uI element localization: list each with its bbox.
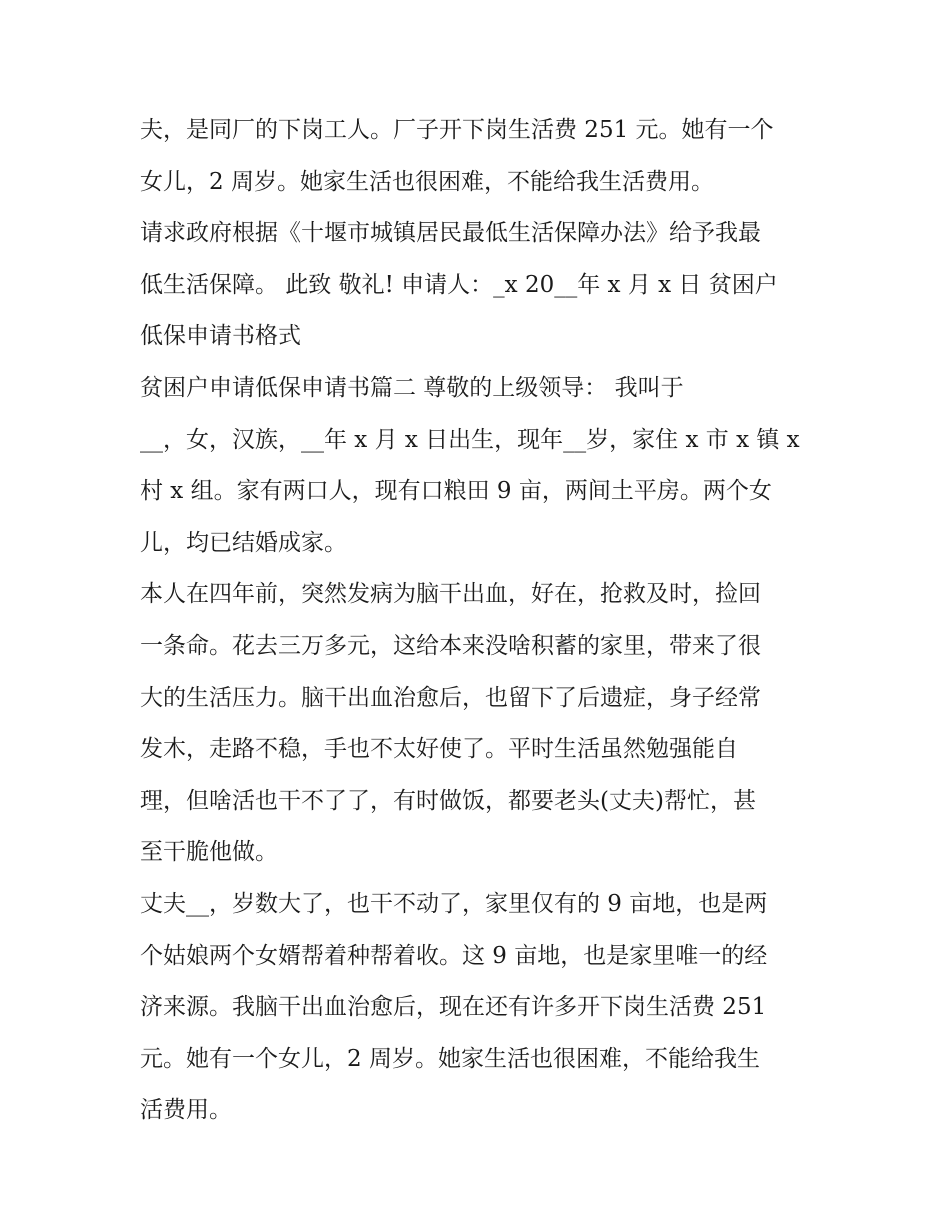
text-line: 济来源。我脑干出血治愈后，现在还有许多开下岗生活费 251 xyxy=(140,994,767,1021)
text-line: 低保申请书格式 xyxy=(140,323,301,350)
text-line: 请求政府根据《十堰市城镇居民最低生活保障办法》给予我最 xyxy=(140,220,761,247)
text-line: 活费用。 xyxy=(140,1097,232,1124)
text-line: 丈夫__，岁数大了，也干不动了，家里仅有的 9 亩地，也是两 xyxy=(140,890,768,917)
text-line: 个姑娘两个女婿帮着种帮着收。这 9 亩地，也是家里唯一的经 xyxy=(140,942,768,969)
text-line: 大的生活压力。脑干出血治愈后，也留下了后遗症，身子经常 xyxy=(140,684,761,711)
text-line: 村 x 组。家有两口人，现有口粮田 9 亩，两间土平房。两个女 xyxy=(140,478,772,505)
text-line: __，女，汉族，__年 x 月 x 日出生，现年__岁，家住 x 市 x 镇 x xyxy=(140,426,800,453)
text-line: 理，但啥活也干不了了，有时做饭，都要老头(丈夫)帮忙，甚 xyxy=(140,787,756,814)
text-line: 本人在四年前，突然发病为脑干出血，好在，抢救及时，捡回 xyxy=(140,581,761,608)
text-line: 一条命。花去三万多元，这给本来没啥积蓄的家里，带来了很 xyxy=(140,632,761,659)
text-line: 发木，走路不稳，手也不太好使了。平时生活虽然勉强能自 xyxy=(140,736,738,763)
text-line: 儿，均已结婚成家。 xyxy=(140,529,347,556)
text-line: 夫，是同厂的下岗工人。厂子开下岗生活费 251 元。她有一个 xyxy=(140,117,774,143)
text-line: 女儿，2 周岁。她家生活也很困难，不能给我生活费用。 xyxy=(140,168,714,195)
text-line: 至干脆他做。 xyxy=(140,839,278,866)
text-line: 低生活保障。 此致 敬礼! 申请人：_x 20__年 x 月 x 日 贫困户 xyxy=(140,271,778,298)
text-line: 贫困户申请低保申请书篇二 尊敬的上级领导： 我叫于 xyxy=(140,374,684,401)
document-body xyxy=(140,105,820,1137)
text-line: 元。她有一个女儿，2 周岁。她家生活也很困难，不能给我生 xyxy=(140,1045,760,1072)
